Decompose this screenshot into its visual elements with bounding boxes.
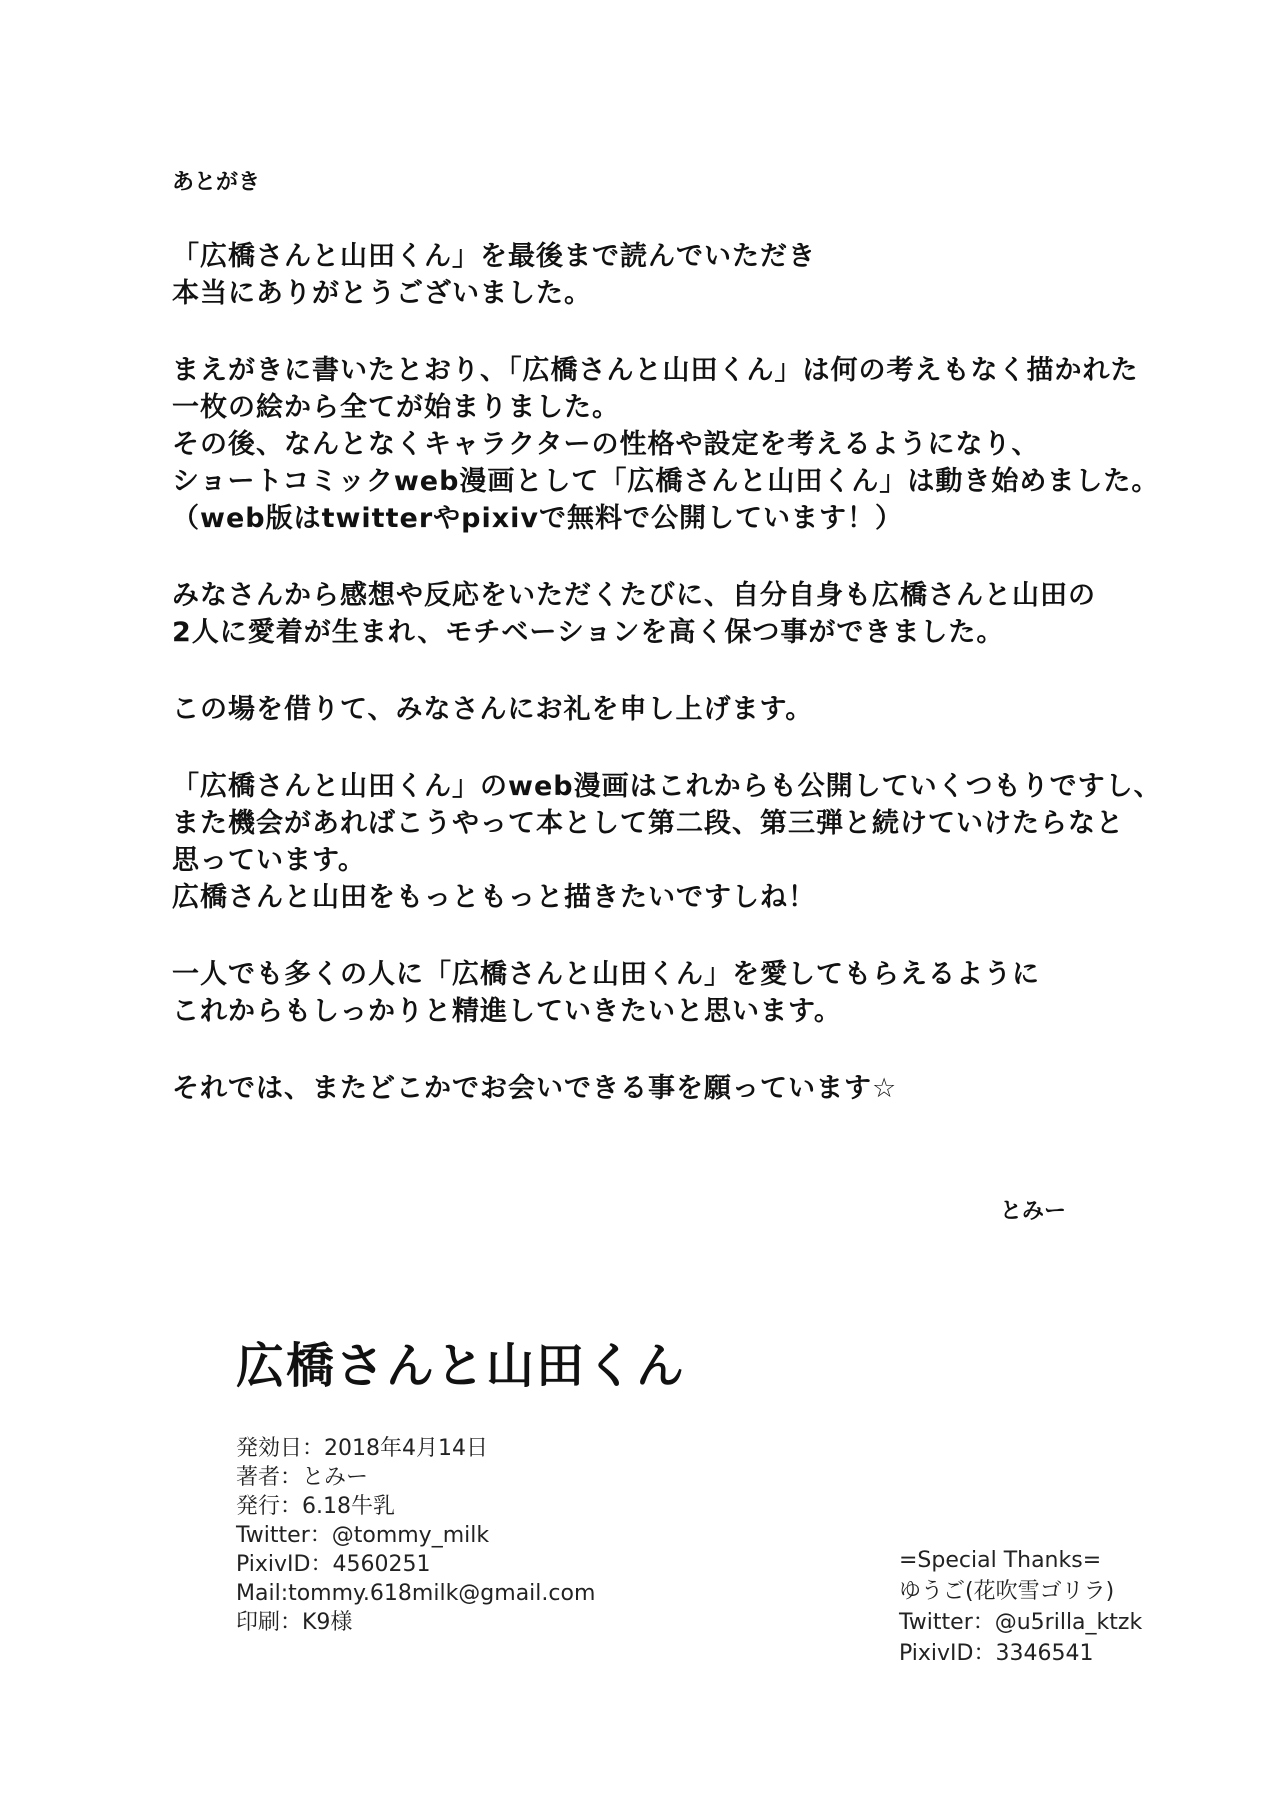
afterword-line: この場を借りて、みなさんにお礼を申し上げます。 [172,694,814,725]
afterword-line: 「広橋さんと山田くん」を最後まで読んでいただき [172,241,816,272]
afterword-line: それでは、またどこかでお会いできる事を願っています☆ [172,1073,898,1104]
special-thanks-block [899,1545,1142,1669]
special-thanks-heading: =Special Thanks= [899,1548,1102,1573]
afterword-paragraph [172,238,1172,312]
colophon-pixiv-id: PixivID：4560251 [236,1552,431,1577]
afterword-paragraph [172,352,1172,537]
afterword-line: 一枚の絵から全てが始まりました。 [172,392,620,423]
colophon-mail: Mail:tommy.618milk@gmail.com [236,1581,596,1606]
afterword-line: まえがきに書いたとおり、「広橋さんと山田くん」は何の考えもなく描かれた [172,355,1139,386]
afterword-line: 2人に愛着が生まれ、モチベーションを高く保つ事ができました。 [172,617,1005,648]
afterword-paragraph [172,1070,1172,1107]
colophon-author: 著者：とみー [236,1465,369,1490]
afterword-line: 「広橋さんと山田くん」のweb漫画はこれからも公開していくつもりですし、 [172,771,1162,802]
afterword-paragraph [172,768,1172,916]
afterword-paragraph [172,577,1172,651]
afterword-line: （web版はtwitterやpixivで無料で公開しています！） [172,503,903,534]
afterword-line: 広橋さんと山田をもっともっと描きたいですしね！ [172,882,816,913]
book-title: 広橋さんと山田くん [236,1338,687,1394]
afterword-line: 思っています。 [172,845,366,876]
afterword-line: これからもしっかりと精進していきたいと思います。 [172,996,842,1027]
afterword-section [172,168,1172,1147]
afterword-line: 一人でも多くの人に「広橋さんと山田くん」を愛してもらえるように [172,959,1040,990]
special-thanks-twitter: Twitter：@u5rilla_ktzk [899,1610,1143,1635]
special-thanks-pixiv-id: PixivID：3346541 [899,1641,1094,1666]
colophon-publisher: 発行：6.18牛乳 [236,1494,395,1519]
afterword-paragraph [172,691,1172,728]
author-signature: とみー [1000,1199,1067,1224]
colophon-release-date: 発効日：2018年4月14日 [236,1436,488,1461]
afterword-line: 本当にありがとうございました。 [172,278,592,309]
colophon-printer: 印刷：K9様 [236,1610,353,1635]
afterword-line: みなさんから感想や反応をいただくたびに、自分自身も広橋さんと山田の [172,580,1096,611]
afterword-paragraph [172,956,1172,1030]
afterword-line: その後、なんとなくキャラクターの性格や設定を考えるようになり、 [172,429,1040,460]
afterword-line: また機会があればこうやって本として第二段、第三弾と続けていけたらなと [172,808,1124,839]
special-thanks-name: ゆうご(花吹雪ゴリラ) [899,1579,1115,1604]
afterword-line: ショートコミックweb漫画として「広橋さんと山田くん」は動き始めました。 [172,466,1160,497]
afterword-heading: あとがき [172,170,261,195]
colophon-block [236,1434,595,1637]
colophon-twitter: Twitter：@tommy_milk [236,1523,490,1548]
